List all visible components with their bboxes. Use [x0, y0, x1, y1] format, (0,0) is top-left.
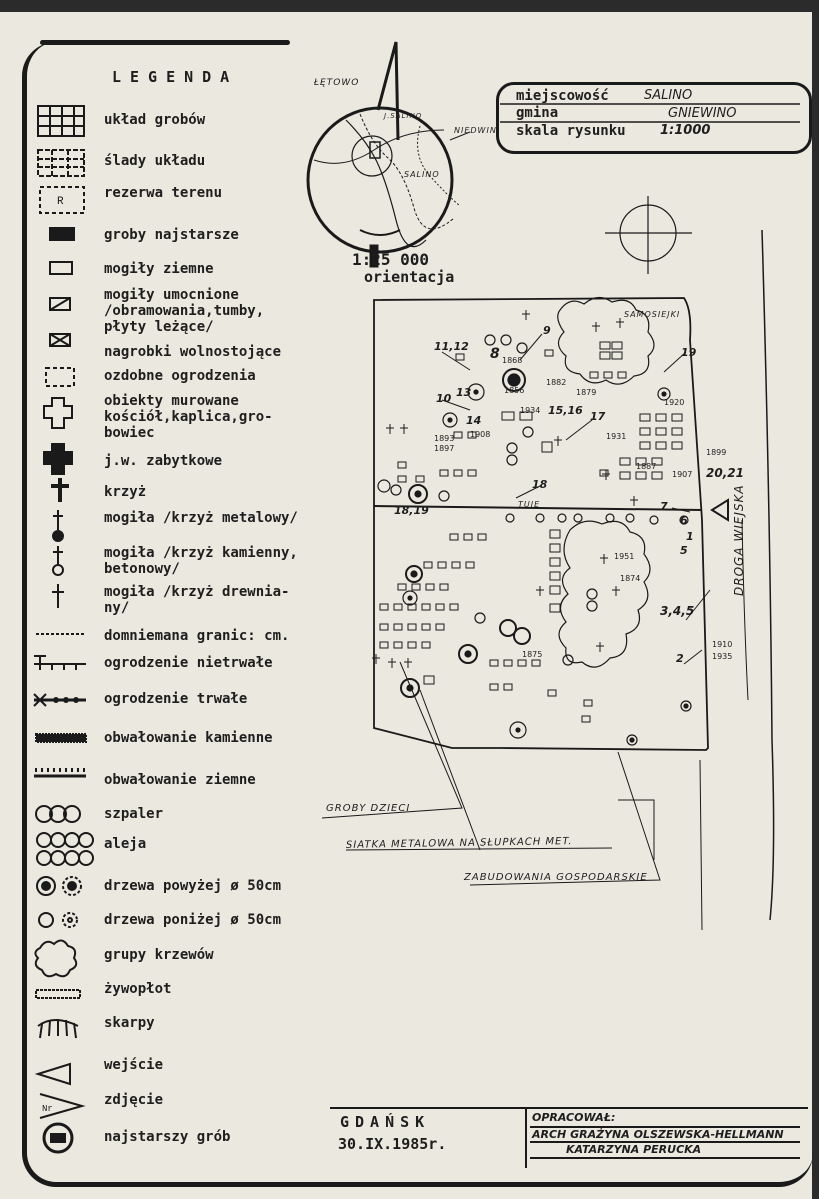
year-label: 1931 [606, 432, 627, 441]
photo-number: 18 [532, 478, 548, 491]
year-label: 1868 [502, 356, 523, 365]
place-label: miejscowość [516, 88, 609, 104]
year-label: 1856 [504, 386, 525, 395]
author-1: ARCH GRAŻYNA OLSZEWSKA-HELLMANN [532, 1128, 784, 1141]
legend-label: ogrodzenie nietrwałe [104, 655, 273, 671]
year-label: 1893 [434, 434, 455, 443]
year-label: 1882 [546, 378, 567, 387]
legend-label: j.w. zabytkowe [104, 453, 223, 469]
photo-number: 1 [686, 530, 694, 543]
village-road [762, 230, 774, 920]
legend-label: mogiły umocnione /obramowania,tumby, płyty leżące/ [104, 287, 265, 335]
year-label: 1934 [520, 406, 541, 415]
year-label: 1920 [664, 398, 685, 407]
inset-label-ne: NIEDWIN [454, 126, 497, 135]
legend-label: obwałowanie ziemne [104, 772, 256, 788]
inset-label-south: SALINO [404, 170, 440, 179]
legend-label: drzewa powyżej ø 50cm [104, 878, 282, 894]
year-label: 1899 [706, 448, 727, 457]
legend-label: ogrodzenie trwałe [104, 691, 248, 707]
photo-number: 2 [676, 652, 684, 665]
photo-number: 6 [680, 514, 688, 527]
scale-value: 1:1000 [660, 123, 711, 138]
legend-label: rezerwa terenu [104, 185, 223, 201]
svg-text:Nr: Nr [42, 1104, 53, 1114]
photo-number: 13 [456, 386, 472, 399]
photo-number: 8 [490, 346, 500, 362]
entrance-marker [712, 500, 728, 520]
photo-number: 10 [436, 392, 452, 405]
legend-label: obwałowanie kamienne [104, 730, 273, 746]
legend-label: groby najstarsze [104, 227, 239, 243]
grave-plots-south [380, 530, 592, 722]
footer-date: 30.IX.1985r. [338, 1135, 447, 1153]
label-road: DROGA WIEJSKA [732, 484, 746, 596]
year-label: 1935 [712, 652, 733, 661]
year-label: 1875 [522, 650, 543, 659]
label-samosiejki: SAMOSIEJKI [624, 310, 681, 319]
callout-children-graves: GROBY DZIECI [326, 803, 411, 814]
svg-text:R: R [57, 196, 64, 208]
inset-label-center: J.SALINO [384, 112, 423, 120]
photo-number: 17 [590, 410, 606, 423]
inset-caption: orientacja [364, 268, 455, 286]
legend-label: grupy krzewów [104, 947, 214, 963]
photo-number: 7 [660, 500, 668, 513]
photo-number: 9 [543, 324, 551, 337]
year-label: 1910 [712, 640, 733, 649]
label-tuje: TUJE [518, 500, 541, 509]
legend-label: obiekty murowane kościół,kaplica,gro- bowiec [104, 393, 273, 441]
commune-value: GNIEWINO [668, 106, 737, 121]
year-label: 1879 [576, 388, 597, 397]
legend-label: skarpy [104, 1015, 155, 1031]
footer-city: GDAŃSK [340, 1113, 431, 1131]
photo-number: 14 [466, 414, 482, 427]
scale-label: skala rysunku [516, 123, 626, 139]
legend-label: układ grobów [104, 112, 206, 128]
prepared-label: OPRACOWAŁ: [532, 1111, 616, 1124]
callout-metal-fence: SIATKA METALOWA NA SŁUPKACH MET. [345, 836, 573, 851]
legend-label: nagrobki wolnostojące [104, 344, 282, 360]
legend-label: ślady układu [104, 153, 206, 169]
legend-label: aleja [104, 836, 147, 852]
legend-label: najstarszy grób [104, 1129, 231, 1145]
legend-label: wejście [104, 1057, 164, 1073]
legend-label: drzewa poniżej ø 50cm [104, 912, 282, 928]
legend-title: LEGENDA [112, 68, 239, 86]
legend-label: żywopłot [104, 981, 172, 997]
legend-label: ozdobne ogrodzenia [104, 368, 256, 384]
north-crosshair [605, 196, 692, 274]
callout-lines [322, 662, 702, 930]
photo-number: 18,19 [394, 504, 429, 517]
year-label: 1908 [470, 430, 491, 439]
inset-label-nw: ŁĘTOWO [314, 78, 360, 88]
legend-label: mogiła /krzyż drewnia- ny/ [104, 584, 290, 616]
legend-label: krzyż [104, 484, 147, 500]
legend-label: mogiły ziemne [104, 261, 214, 277]
inset-scale: 1:25 000 [352, 250, 430, 269]
commune-label: gmina [516, 105, 559, 121]
legend-label: zdjęcie [104, 1092, 164, 1108]
year-label: 1887 [636, 462, 657, 471]
place-value: SALINO [644, 88, 693, 103]
shrub-group [559, 521, 650, 667]
photo-number: 5 [680, 544, 688, 557]
photo-number: 11,12 [434, 340, 469, 353]
callout-farm-buildings: ZABUDOWANIA GOSPODARSKIE [464, 872, 648, 883]
legend-label: domniemana granic: cm. [104, 628, 290, 644]
photo-number: 19 [681, 346, 697, 359]
year-label: 1897 [434, 444, 455, 453]
photo-number: 15,16 [548, 404, 583, 417]
photo-number: 3,4,5 [660, 604, 695, 618]
year-label: 1874 [620, 574, 641, 583]
legend-label: mogiła /krzyż kamienny, betonowy/ [104, 545, 298, 577]
photo-number: 20,21 [706, 466, 744, 480]
legend-label: mogiła /krzyż metalowy/ [104, 510, 298, 526]
author-2: KATARZYNA PERUCKA [566, 1143, 702, 1156]
year-label: 1951 [614, 552, 635, 561]
year-label: 1907 [672, 470, 693, 479]
legend-label: szpaler [104, 806, 164, 822]
